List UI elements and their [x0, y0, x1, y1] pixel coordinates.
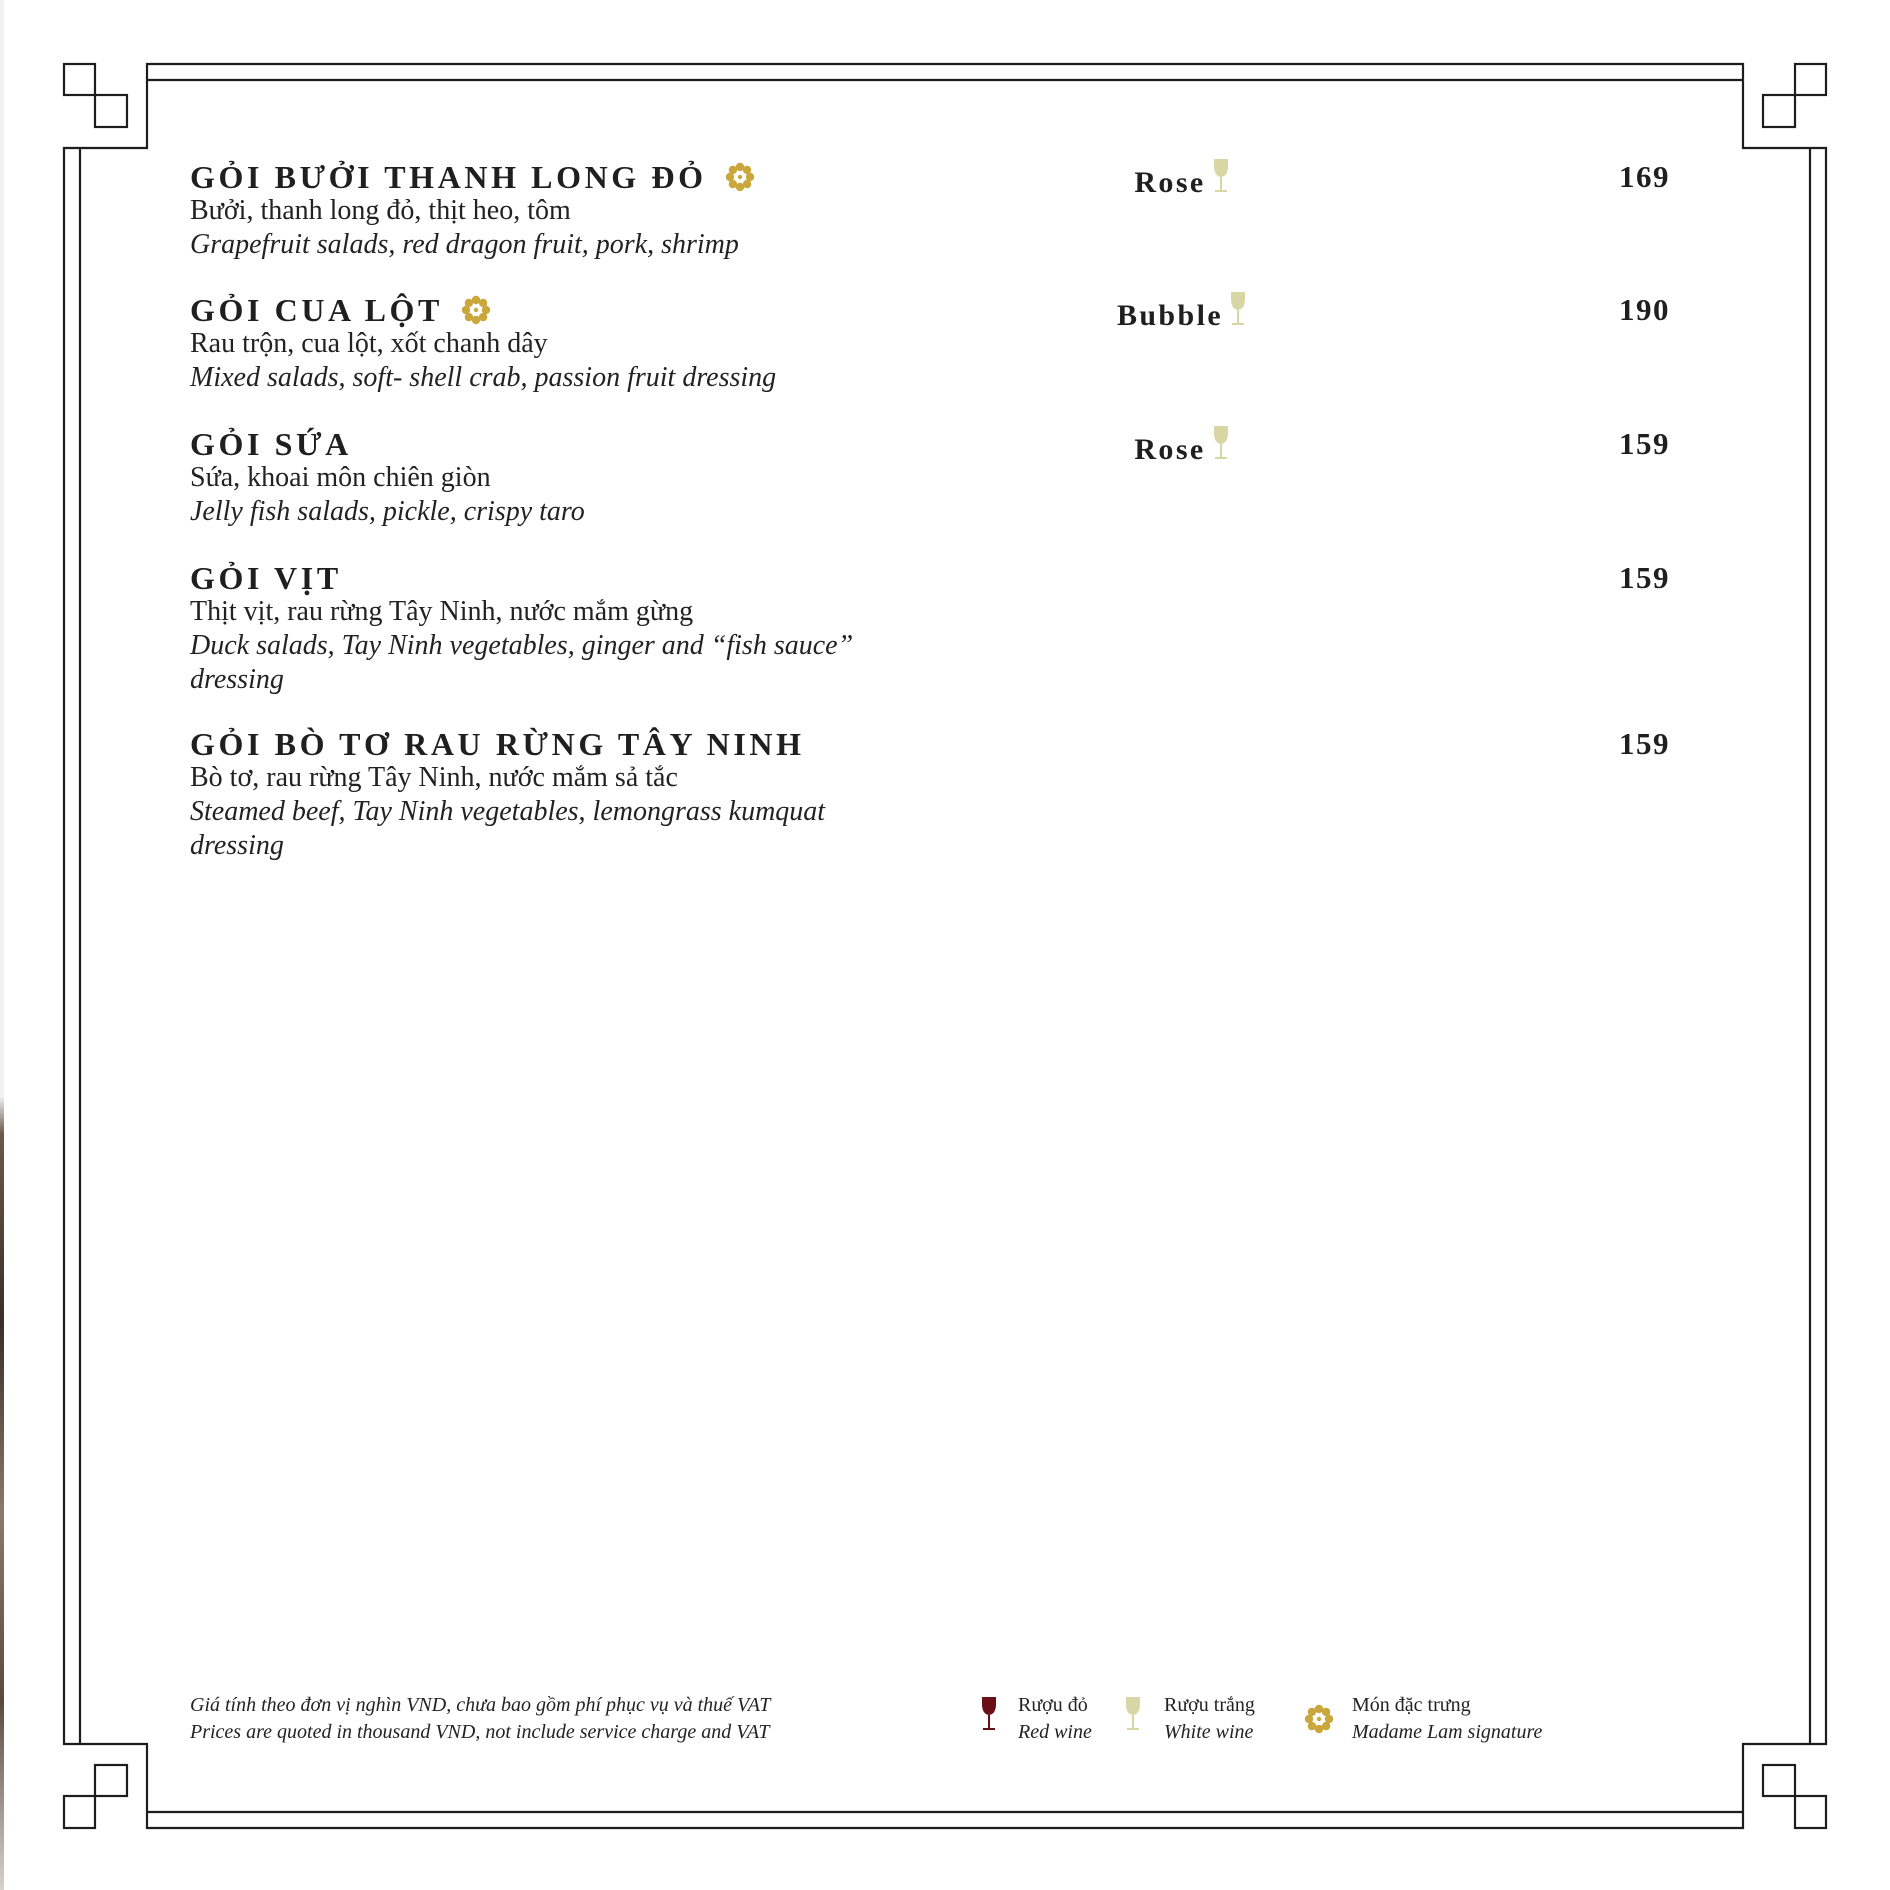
dish-description-en: Mixed salads, soft- shell crab, passion fruit dressing: [190, 362, 777, 393]
dish-description-en: Jelly fish salads, pickle, crispy taro: [190, 496, 585, 527]
wine-pairing: Bubble: [1052, 291, 1312, 335]
wine-pairing: Rose: [1052, 425, 1312, 469]
legend-signature-vi: Món đặc trưng: [1352, 1694, 1471, 1716]
legend-signature-en: Madame Lam signature: [1352, 1721, 1543, 1743]
dish-description-vi: Bưởi, thanh long đỏ, thịt heo, tôm: [190, 195, 571, 226]
price-note-vi: Giá tính theo đơn vị nghìn VND, chưa bao gồm phí phục vụ và thuế VAT: [190, 1694, 771, 1716]
dish-title: GỎI BƯỞI THANH LONG ĐỎ: [190, 158, 755, 196]
white-wine-glass-icon: [1212, 425, 1230, 461]
dish-description-vi: Sứa, khoai môn chiên giòn: [190, 462, 491, 493]
dish-description-vi: Rau trộn, cua lột, xốt chanh dây: [190, 328, 548, 359]
signature-flower-icon: [725, 162, 755, 192]
legend-white-wine: [1124, 1692, 1274, 1752]
dish-price: 159: [1619, 726, 1670, 761]
dish-title: GỎI VỊT: [190, 560, 342, 596]
dish-title: GỎI SỨA: [190, 426, 352, 462]
white-wine-glass-icon: [1212, 158, 1230, 194]
legend-white-wine-en: White wine: [1164, 1721, 1254, 1743]
dish-price: 159: [1619, 426, 1670, 461]
wine-pairing: Rose: [1052, 158, 1312, 202]
price-note-en: Prices are quoted in thousand VND, not include service charge and VAT: [190, 1721, 770, 1743]
legend-signature: [1304, 1692, 1564, 1752]
dish-title: GỎI CUA LỘT: [190, 291, 491, 329]
red-wine-glass-icon: [980, 1696, 998, 1732]
white-wine-glass-icon: [1229, 291, 1247, 327]
dish-description-en: Steamed beef, Tay Ninh vegetables, lemongrass kumquat dressing: [190, 796, 826, 861]
legend-red-wine-en: Red wine: [1018, 1721, 1092, 1743]
legend-white-wine-vi: Rượu trắng: [1164, 1694, 1255, 1716]
dish-price: 190: [1619, 292, 1670, 327]
dish-title: GỎI BÒ TƠ RAU RỪNG TÂY NINH: [190, 726, 805, 762]
white-wine-glass-icon: [1124, 1696, 1142, 1732]
legend-red-wine: [980, 1692, 1120, 1752]
dish-description-vi: Bò tơ, rau rừng Tây Ninh, nước mắm sả tắc: [190, 762, 678, 793]
dish-price: 169: [1619, 159, 1670, 194]
dish-description-vi: Thịt vịt, rau rừng Tây Ninh, nước mắm gừng: [190, 596, 694, 627]
signature-flower-icon: [1304, 1704, 1334, 1734]
price-footnote: [190, 1692, 770, 1746]
dish-description-en: Grapefruit salads, red dragon fruit, pork, shrimp: [190, 229, 739, 260]
dish-price: 159: [1619, 560, 1670, 595]
legend-red-wine-vi: Rượu đỏ: [1018, 1694, 1088, 1716]
dish-description-en: Duck salads, Tay Ninh vegetables, ginger and “fish sauce” dressing: [190, 630, 854, 695]
signature-flower-icon: [461, 295, 491, 325]
